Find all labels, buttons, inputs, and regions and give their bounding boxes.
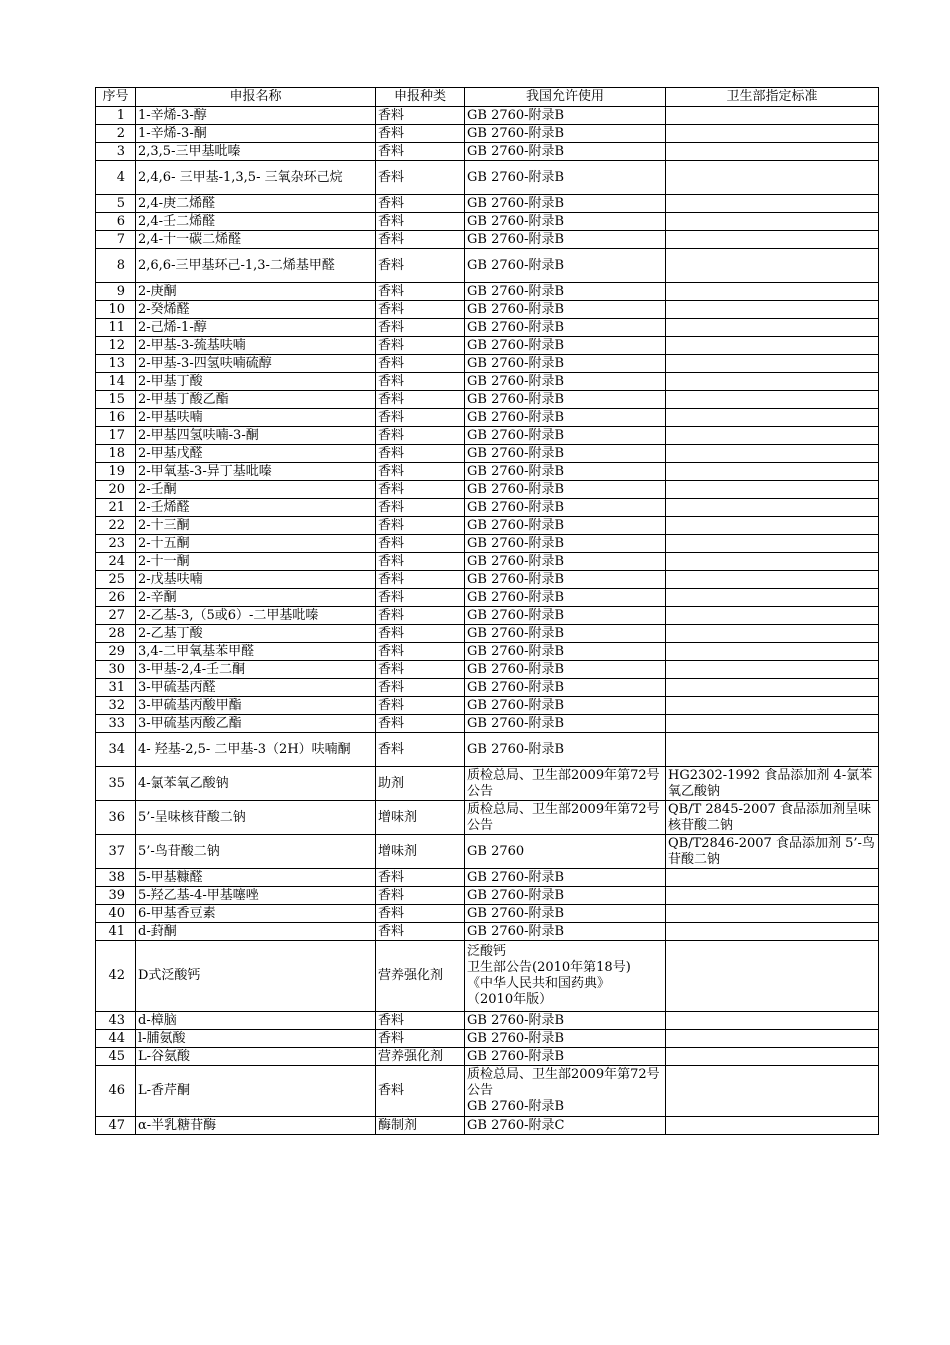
allowed-basis: GB 2760-附录B <box>465 1048 666 1066</box>
item-kind: 营养强化剂 <box>376 941 465 1012</box>
designated-standard <box>666 697 879 715</box>
item-kind: 香料 <box>376 571 465 589</box>
item-kind: 香料 <box>376 161 465 195</box>
row-number: 20 <box>96 481 136 499</box>
item-kind: 香料 <box>376 249 465 283</box>
item-name: 2-十三酮 <box>136 517 376 535</box>
allowed-basis: GB 2760-附录B <box>465 1012 666 1030</box>
item-name: 2-甲基戊醛 <box>136 445 376 463</box>
designated-standard <box>666 409 879 427</box>
allowed-basis: 质检总局、卫生部2009年第72号公告 <box>465 801 666 835</box>
allowed-basis: GB 2760-附录B <box>465 213 666 231</box>
designated-standard <box>666 355 879 373</box>
item-kind: 香料 <box>376 535 465 553</box>
header-standard: 卫生部指定标准 <box>666 88 879 107</box>
item-kind: 香料 <box>376 869 465 887</box>
item-kind: 酶制剂 <box>376 1117 465 1135</box>
row-number: 45 <box>96 1048 136 1066</box>
allowed-basis: GB 2760-附录B <box>465 571 666 589</box>
item-kind: 香料 <box>376 125 465 143</box>
table-row <box>96 923 879 941</box>
row-number: 17 <box>96 427 136 445</box>
item-kind: 香料 <box>376 373 465 391</box>
designated-standard <box>666 143 879 161</box>
allowed-basis: GB 2760-附录B <box>465 481 666 499</box>
designated-standard <box>666 231 879 249</box>
table-row <box>96 679 879 697</box>
designated-standard <box>666 195 879 213</box>
item-kind: 香料 <box>376 1030 465 1048</box>
designated-standard <box>666 733 879 767</box>
designated-standard <box>666 589 879 607</box>
item-kind: 香料 <box>376 481 465 499</box>
row-number: 25 <box>96 571 136 589</box>
item-name: D式泛酸钙 <box>136 941 376 1012</box>
allowed-basis: GB 2760-附录B <box>465 355 666 373</box>
designated-standard <box>666 923 879 941</box>
allowed-basis: 泛酸钙 卫生部公告(2010年第18号) 《中华人民共和国药典》 （2010年版） <box>465 941 666 1012</box>
item-name: 2-十一酮 <box>136 553 376 571</box>
table-row <box>96 801 879 835</box>
row-number: 43 <box>96 1012 136 1030</box>
item-kind: 香料 <box>376 355 465 373</box>
item-name: 3-甲硫基丙酸乙酯 <box>136 715 376 733</box>
allowed-basis: GB 2760-附录B <box>465 923 666 941</box>
designated-standard <box>666 1012 879 1030</box>
row-number: 9 <box>96 283 136 301</box>
item-name: 1-辛烯-3-酮 <box>136 125 376 143</box>
table-row <box>96 733 879 767</box>
row-number: 26 <box>96 589 136 607</box>
allowed-basis: GB 2760-附录B <box>465 589 666 607</box>
table-row <box>96 625 879 643</box>
item-kind: 香料 <box>376 733 465 767</box>
item-name: 5’-鸟苷酸二钠 <box>136 835 376 869</box>
row-number: 16 <box>96 409 136 427</box>
item-name: 2-甲基-3-巯基呋喃 <box>136 337 376 355</box>
designated-standard <box>666 625 879 643</box>
allowed-basis: 质检总局、卫生部2009年第72号公告 GB 2760-附录B <box>465 1066 666 1117</box>
allowed-basis: GB 2760-附录B <box>465 125 666 143</box>
item-name: α-半乳糖苷酶 <box>136 1117 376 1135</box>
item-kind: 香料 <box>376 283 465 301</box>
table-row <box>96 869 879 887</box>
table-row <box>96 941 879 1012</box>
item-name: 2-乙基丁酸 <box>136 625 376 643</box>
item-name: 2-戊基呋喃 <box>136 571 376 589</box>
row-number: 28 <box>96 625 136 643</box>
designated-standard <box>666 499 879 517</box>
header-no: 序号 <box>96 88 136 107</box>
row-number: 40 <box>96 905 136 923</box>
item-kind: 香料 <box>376 195 465 213</box>
item-name: 2,4-庚二烯醛 <box>136 195 376 213</box>
item-kind: 增味剂 <box>376 835 465 869</box>
item-name: 5’-呈味核苷酸二钠 <box>136 801 376 835</box>
designated-standard <box>666 445 879 463</box>
table-row <box>96 391 879 409</box>
allowed-basis: GB 2760-附录B <box>465 715 666 733</box>
item-name: 3,4-二甲氧基苯甲醛 <box>136 643 376 661</box>
designated-standard <box>666 125 879 143</box>
item-name: d-葑酮 <box>136 923 376 941</box>
allowed-basis: GB 2760-附录B <box>465 231 666 249</box>
table-row <box>96 905 879 923</box>
allowed-basis: GB 2760-附录B <box>465 143 666 161</box>
designated-standard <box>666 661 879 679</box>
item-kind: 香料 <box>376 697 465 715</box>
row-number: 39 <box>96 887 136 905</box>
designated-standard <box>666 337 879 355</box>
item-kind: 香料 <box>376 143 465 161</box>
item-kind: 香料 <box>376 427 465 445</box>
allowed-basis: 质检总局、卫生部2009年第72号公告 <box>465 767 666 801</box>
allowed-basis: GB 2760-附录B <box>465 535 666 553</box>
allowed-basis: GB 2760-附录B <box>465 661 666 679</box>
allowed-basis: GB 2760-附录B <box>465 195 666 213</box>
allowed-basis: GB 2760-附录B <box>465 679 666 697</box>
item-kind: 香料 <box>376 301 465 319</box>
allowed-basis: GB 2760-附录B <box>465 409 666 427</box>
allowed-basis: GB 2760-附录B <box>465 733 666 767</box>
row-number: 47 <box>96 1117 136 1135</box>
table-row <box>96 499 879 517</box>
item-name: 2-甲基丁酸乙酯 <box>136 391 376 409</box>
row-number: 1 <box>96 107 136 125</box>
row-number: 21 <box>96 499 136 517</box>
designated-standard <box>666 941 879 1012</box>
table-row <box>96 463 879 481</box>
allowed-basis: GB 2760-附录C <box>465 1117 666 1135</box>
item-kind: 香料 <box>376 887 465 905</box>
table-row <box>96 661 879 679</box>
item-kind: 香料 <box>376 213 465 231</box>
row-number: 15 <box>96 391 136 409</box>
item-name: 2-甲基呋喃 <box>136 409 376 427</box>
item-kind: 香料 <box>376 553 465 571</box>
row-number: 5 <box>96 195 136 213</box>
item-name: L-香芹酮 <box>136 1066 376 1117</box>
allowed-basis: GB 2760-附录B <box>465 373 666 391</box>
row-number: 24 <box>96 553 136 571</box>
designated-standard <box>666 1030 879 1048</box>
item-kind: 香料 <box>376 231 465 249</box>
allowed-basis: GB 2760-附录B <box>465 337 666 355</box>
designated-standard <box>666 427 879 445</box>
table-row <box>96 535 879 553</box>
table-row <box>96 517 879 535</box>
item-name: 2-壬烯醛 <box>136 499 376 517</box>
item-name: 2-辛酮 <box>136 589 376 607</box>
table-row <box>96 1066 879 1117</box>
allowed-basis: GB 2760-附录B <box>465 887 666 905</box>
table-row <box>96 143 879 161</box>
item-kind: 香料 <box>376 107 465 125</box>
designated-standard <box>666 905 879 923</box>
table-row <box>96 481 879 499</box>
row-number: 18 <box>96 445 136 463</box>
table-row <box>96 1048 879 1066</box>
table-row <box>96 125 879 143</box>
item-name: 2-甲氧基-3-异丁基吡嗪 <box>136 463 376 481</box>
item-kind: 香料 <box>376 409 465 427</box>
item-kind: 香料 <box>376 643 465 661</box>
item-name: 2,3,5-三甲基吡嗪 <box>136 143 376 161</box>
row-number: 42 <box>96 941 136 1012</box>
table-row <box>96 213 879 231</box>
item-name: 3-甲硫基丙醛 <box>136 679 376 697</box>
allowed-basis: GB 2760-附录B <box>465 643 666 661</box>
item-name: 2,4-十一碳二烯醛 <box>136 231 376 249</box>
designated-standard <box>666 391 879 409</box>
row-number: 38 <box>96 869 136 887</box>
item-name: d-樟脑 <box>136 1012 376 1030</box>
table-row <box>96 1012 879 1030</box>
designated-standard <box>666 607 879 625</box>
allowed-basis: GB 2760-附录B <box>465 517 666 535</box>
row-number: 36 <box>96 801 136 835</box>
row-number: 13 <box>96 355 136 373</box>
item-kind: 香料 <box>376 905 465 923</box>
row-number: 7 <box>96 231 136 249</box>
item-kind: 香料 <box>376 319 465 337</box>
row-number: 41 <box>96 923 136 941</box>
table-row <box>96 373 879 391</box>
row-number: 11 <box>96 319 136 337</box>
row-number: 37 <box>96 835 136 869</box>
designated-standard <box>666 535 879 553</box>
table-row <box>96 589 879 607</box>
allowed-basis: GB 2760-附录B <box>465 445 666 463</box>
item-name: L-谷氨酸 <box>136 1048 376 1066</box>
allowed-basis: GB 2760-附录B <box>465 319 666 337</box>
row-number: 30 <box>96 661 136 679</box>
item-kind: 香料 <box>376 445 465 463</box>
item-name: 2-庚酮 <box>136 283 376 301</box>
table-row <box>96 409 879 427</box>
table-row <box>96 283 879 301</box>
allowed-basis: GB 2760-附录B <box>465 625 666 643</box>
item-kind: 营养强化剂 <box>376 1048 465 1066</box>
row-number: 29 <box>96 643 136 661</box>
item-name: 6-甲基香豆素 <box>136 905 376 923</box>
item-name: 2-甲基丁酸 <box>136 373 376 391</box>
designated-standard <box>666 887 879 905</box>
designated-standard <box>666 301 879 319</box>
table-row <box>96 607 879 625</box>
header-allowed: 我国允许使用 <box>465 88 666 107</box>
item-name: 2,4,6- 三甲基-1,3,5- 三氧杂环己烷 <box>136 161 376 195</box>
item-kind: 香料 <box>376 661 465 679</box>
designated-standard <box>666 553 879 571</box>
item-name: 2-癸烯醛 <box>136 301 376 319</box>
additive-table <box>95 87 879 1135</box>
item-name: 4- 羟基-2,5- 二甲基-3（2H）呋喃酮 <box>136 733 376 767</box>
item-kind: 香料 <box>376 391 465 409</box>
designated-standard <box>666 1048 879 1066</box>
allowed-basis: GB 2760-附录B <box>465 1030 666 1048</box>
allowed-basis: GB 2760-附录B <box>465 391 666 409</box>
row-number: 6 <box>96 213 136 231</box>
item-name: l-脯氨酸 <box>136 1030 376 1048</box>
allowed-basis: GB 2760-附录B <box>465 499 666 517</box>
row-number: 2 <box>96 125 136 143</box>
designated-standard <box>666 1066 879 1117</box>
table-row <box>96 107 879 125</box>
spreadsheet <box>95 87 878 1135</box>
table-row <box>96 445 879 463</box>
row-number: 10 <box>96 301 136 319</box>
allowed-basis: GB 2760-附录B <box>465 283 666 301</box>
table-row <box>96 835 879 869</box>
designated-standard <box>666 213 879 231</box>
designated-standard: HG2302-1992 食品添加剂 4-氯苯氧乙酸钠 <box>666 767 879 801</box>
designated-standard <box>666 571 879 589</box>
item-name: 2-甲基四氢呋喃-3-酮 <box>136 427 376 445</box>
designated-standard <box>666 373 879 391</box>
table-row <box>96 161 879 195</box>
designated-standard <box>666 319 879 337</box>
item-name: 1-辛烯-3-醇 <box>136 107 376 125</box>
item-name: 3-甲基-2,4-壬二酮 <box>136 661 376 679</box>
item-kind: 香料 <box>376 517 465 535</box>
item-kind: 香料 <box>376 679 465 697</box>
designated-standard: QB/T 2845-2007 食品添加剂呈味核苷酸二钠 <box>666 801 879 835</box>
designated-standard <box>666 283 879 301</box>
item-name: 2-己烯-1-醇 <box>136 319 376 337</box>
table-row <box>96 337 879 355</box>
row-number: 23 <box>96 535 136 553</box>
designated-standard <box>666 643 879 661</box>
table-row <box>96 643 879 661</box>
header-kind: 申报种类 <box>376 88 465 107</box>
allowed-basis: GB 2760 <box>465 835 666 869</box>
table-row <box>96 301 879 319</box>
table-row <box>96 1030 879 1048</box>
item-name: 2,6,6-三甲基环己-1,3-二烯基甲醛 <box>136 249 376 283</box>
row-number: 14 <box>96 373 136 391</box>
row-number: 8 <box>96 249 136 283</box>
item-name: 2-甲基-3-四氢呋喃硫醇 <box>136 355 376 373</box>
row-number: 3 <box>96 143 136 161</box>
item-kind: 香料 <box>376 1066 465 1117</box>
row-number: 44 <box>96 1030 136 1048</box>
item-kind: 助剂 <box>376 767 465 801</box>
table-row <box>96 355 879 373</box>
row-number: 27 <box>96 607 136 625</box>
allowed-basis: GB 2760-附录B <box>465 463 666 481</box>
designated-standard <box>666 679 879 697</box>
table-row <box>96 715 879 733</box>
table-row <box>96 887 879 905</box>
allowed-basis: GB 2760-附录B <box>465 869 666 887</box>
table-row <box>96 249 879 283</box>
designated-standard <box>666 715 879 733</box>
item-kind: 香料 <box>376 499 465 517</box>
table-row <box>96 1117 879 1135</box>
header-name: 申报名称 <box>136 88 376 107</box>
row-number: 12 <box>96 337 136 355</box>
row-number: 4 <box>96 161 136 195</box>
item-kind: 香料 <box>376 1012 465 1030</box>
item-name: 5-羟乙基-4-甲基噻唑 <box>136 887 376 905</box>
table-row <box>96 697 879 715</box>
item-kind: 香料 <box>376 463 465 481</box>
designated-standard <box>666 249 879 283</box>
item-kind: 香料 <box>376 715 465 733</box>
allowed-basis: GB 2760-附录B <box>465 249 666 283</box>
allowed-basis: GB 2760-附录B <box>465 905 666 923</box>
row-number: 22 <box>96 517 136 535</box>
table-row <box>96 319 879 337</box>
item-kind: 香料 <box>376 625 465 643</box>
allowed-basis: GB 2760-附录B <box>465 697 666 715</box>
item-name: 2,4-壬二烯醛 <box>136 213 376 231</box>
designated-standard <box>666 161 879 195</box>
designated-standard <box>666 869 879 887</box>
table-row <box>96 767 879 801</box>
table-row <box>96 427 879 445</box>
table-row <box>96 231 879 249</box>
row-number: 35 <box>96 767 136 801</box>
item-name: 5-甲基糠醛 <box>136 869 376 887</box>
table-body <box>96 107 879 1135</box>
allowed-basis: GB 2760-附录B <box>465 301 666 319</box>
item-kind: 香料 <box>376 589 465 607</box>
allowed-basis: GB 2760-附录B <box>465 427 666 445</box>
designated-standard: QB/T2846-2007 食品添加剂 5’-鸟苷酸二钠 <box>666 835 879 869</box>
item-name: 3-甲硫基丙酸甲酯 <box>136 697 376 715</box>
row-number: 46 <box>96 1066 136 1117</box>
table-row <box>96 553 879 571</box>
item-name: 2-十五酮 <box>136 535 376 553</box>
table-row <box>96 195 879 213</box>
header-row <box>96 88 879 107</box>
allowed-basis: GB 2760-附录B <box>465 607 666 625</box>
item-name: 2-乙基-3,（5或6）-二甲基吡嗪 <box>136 607 376 625</box>
allowed-basis: GB 2760-附录B <box>465 107 666 125</box>
item-kind: 增味剂 <box>376 801 465 835</box>
row-number: 33 <box>96 715 136 733</box>
row-number: 19 <box>96 463 136 481</box>
item-name: 2-壬酮 <box>136 481 376 499</box>
row-number: 31 <box>96 679 136 697</box>
allowed-basis: GB 2760-附录B <box>465 161 666 195</box>
item-name: 4-氯苯氧乙酸钠 <box>136 767 376 801</box>
designated-standard <box>666 517 879 535</box>
designated-standard <box>666 463 879 481</box>
designated-standard <box>666 481 879 499</box>
row-number: 34 <box>96 733 136 767</box>
designated-standard <box>666 107 879 125</box>
item-kind: 香料 <box>376 337 465 355</box>
item-kind: 香料 <box>376 923 465 941</box>
item-kind: 香料 <box>376 607 465 625</box>
designated-standard <box>666 1117 879 1135</box>
table-row <box>96 571 879 589</box>
row-number: 32 <box>96 697 136 715</box>
allowed-basis: GB 2760-附录B <box>465 553 666 571</box>
